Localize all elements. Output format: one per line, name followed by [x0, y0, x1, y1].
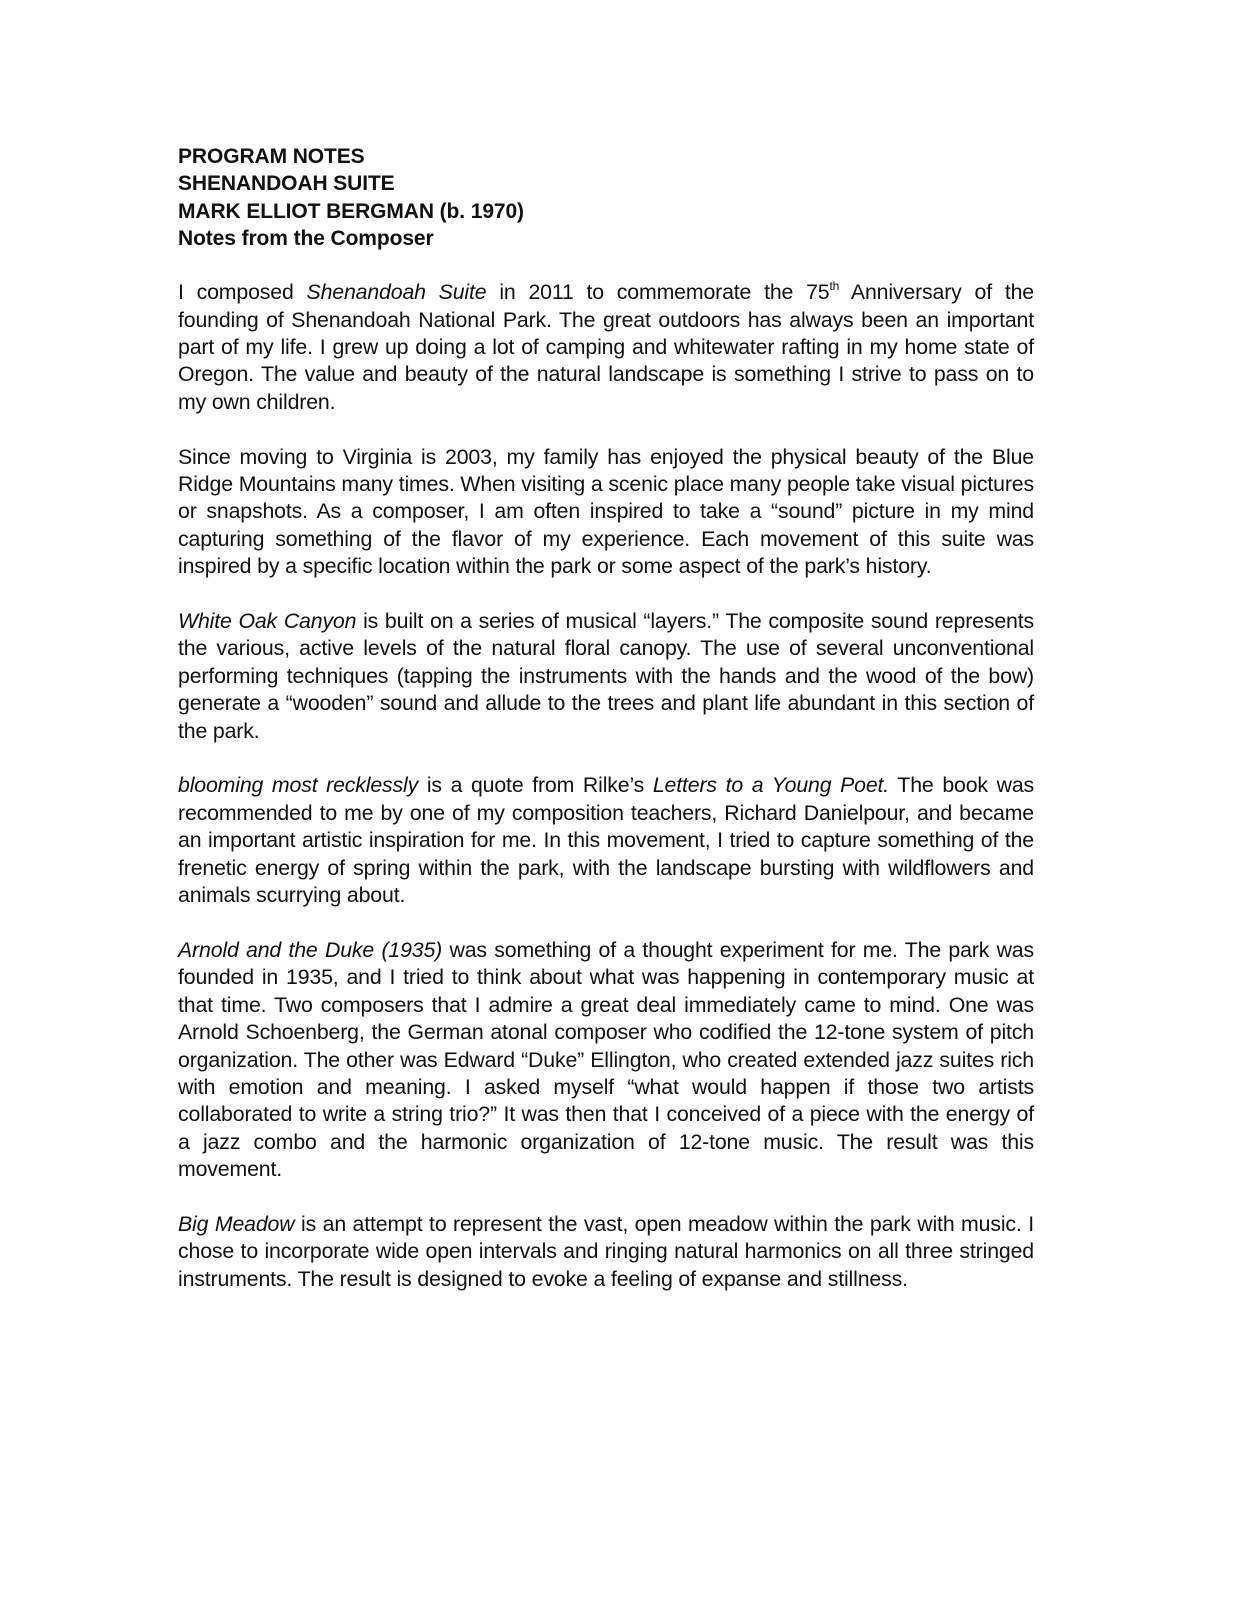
heading-composer-name: MARK ELLIOT BERGMAN (b. 1970) [178, 199, 524, 223]
heading-program-notes: PROGRAM NOTES [178, 145, 365, 168]
document-heading [178, 143, 1034, 252]
paragraph-arnold-and-the-duke [178, 937, 1034, 1184]
text-run: in 2011 to commemorate the 75 [486, 280, 830, 305]
italic-movement-title: White Oak Canyon [178, 609, 357, 634]
text-run: Since moving to Virginia is 2003, my family has enjoyed the physical beauty of the Blue Ridge Mountains many times. When visiting a scenic place many people take visual pictures or snapshots. As a composer, I am often inspired to take a “sound” picture in my mind capturing something of the flavor of my experience. Each movement of this suite was inspired by a specific location within the park or some aspect of the park’s history. [178, 444, 1034, 579]
italic-movement-title: blooming most recklessly [178, 773, 419, 798]
heading-suite-title: SHENANDOAH SUITE [178, 172, 395, 196]
paragraph-blooming-most-recklessly [178, 772, 1034, 909]
text-run: is built on a series of musical “layers.” The composite sound represents the various, active levels of the natural floral canopy. The use of several unconventional performing techniques (tapping the instruments with the hands and the wood of the bow) generate a “wooden” sound and allude to the trees and plant life abundant in this section of the park. [178, 609, 1034, 743]
text-run: was something of a thought experiment for me. The park was founded in 1935, and I tried to think about what was happening in contemporary music at that time. Two composers that I admire a great deal immediately came to mind. One was Arnold Schoenberg, the German atonal composer who codified the 12-tone system of pitch organization. The other was Edward “Duke” Ellington, who created extended jazz suites rich with emotion and meaning. I asked myself “what would happen if those two artists collaborated to write a string trio?” It was then that I conceived of a piece with the energy of a jazz combo and the harmonic organization of 12-tone music. The result was this movement. [178, 937, 1034, 1182]
italic-title-shenandoah-suite: Shenandoah Suite [306, 280, 487, 305]
text-run: is a quote from Rilke’s [418, 773, 653, 798]
text-run: I composed [178, 280, 307, 305]
paragraph-white-oak-canyon [178, 608, 1034, 745]
italic-movement-title: Big Meadow [178, 1211, 295, 1236]
text-run: The book was recommended to me by one of my composition teachers, Richard Danielpour, and became an important artistic inspiration for me. In this movement, I tried to capture something of the frenetic energy of spring within the park, with the landscape bursting with wildflowers and animals scurrying about. [178, 773, 1035, 908]
italic-book-title: Letters to a Young Poet. [652, 773, 890, 798]
paragraph-virginia [178, 444, 1034, 581]
paragraph-intro [178, 279, 1034, 416]
document-page [178, 143, 1034, 1321]
italic-movement-title: Arnold and the Duke (1935) [178, 937, 443, 962]
heading-subtitle: Notes from the Composer [178, 226, 434, 250]
paragraph-big-meadow [178, 1211, 1034, 1293]
text-run: Anniversary of the founding of Shenandoah National Park. The great outdoors has always been an important part of my life. I grew up doing a lot of camping and whitewater rafting in my home state of Oregon. The value and beauty of the natural landscape is something I strive to pass on to my own children. [178, 280, 1034, 414]
superscript-ordinal: th [829, 279, 840, 294]
text-run: is an attempt to represent the vast, open meadow within the park with music. I chose to incorporate wide open intervals and ringing natural harmonics on all three stringed instruments. The result is designed to evoke a feeling of expanse and stillness. [178, 1211, 1034, 1291]
